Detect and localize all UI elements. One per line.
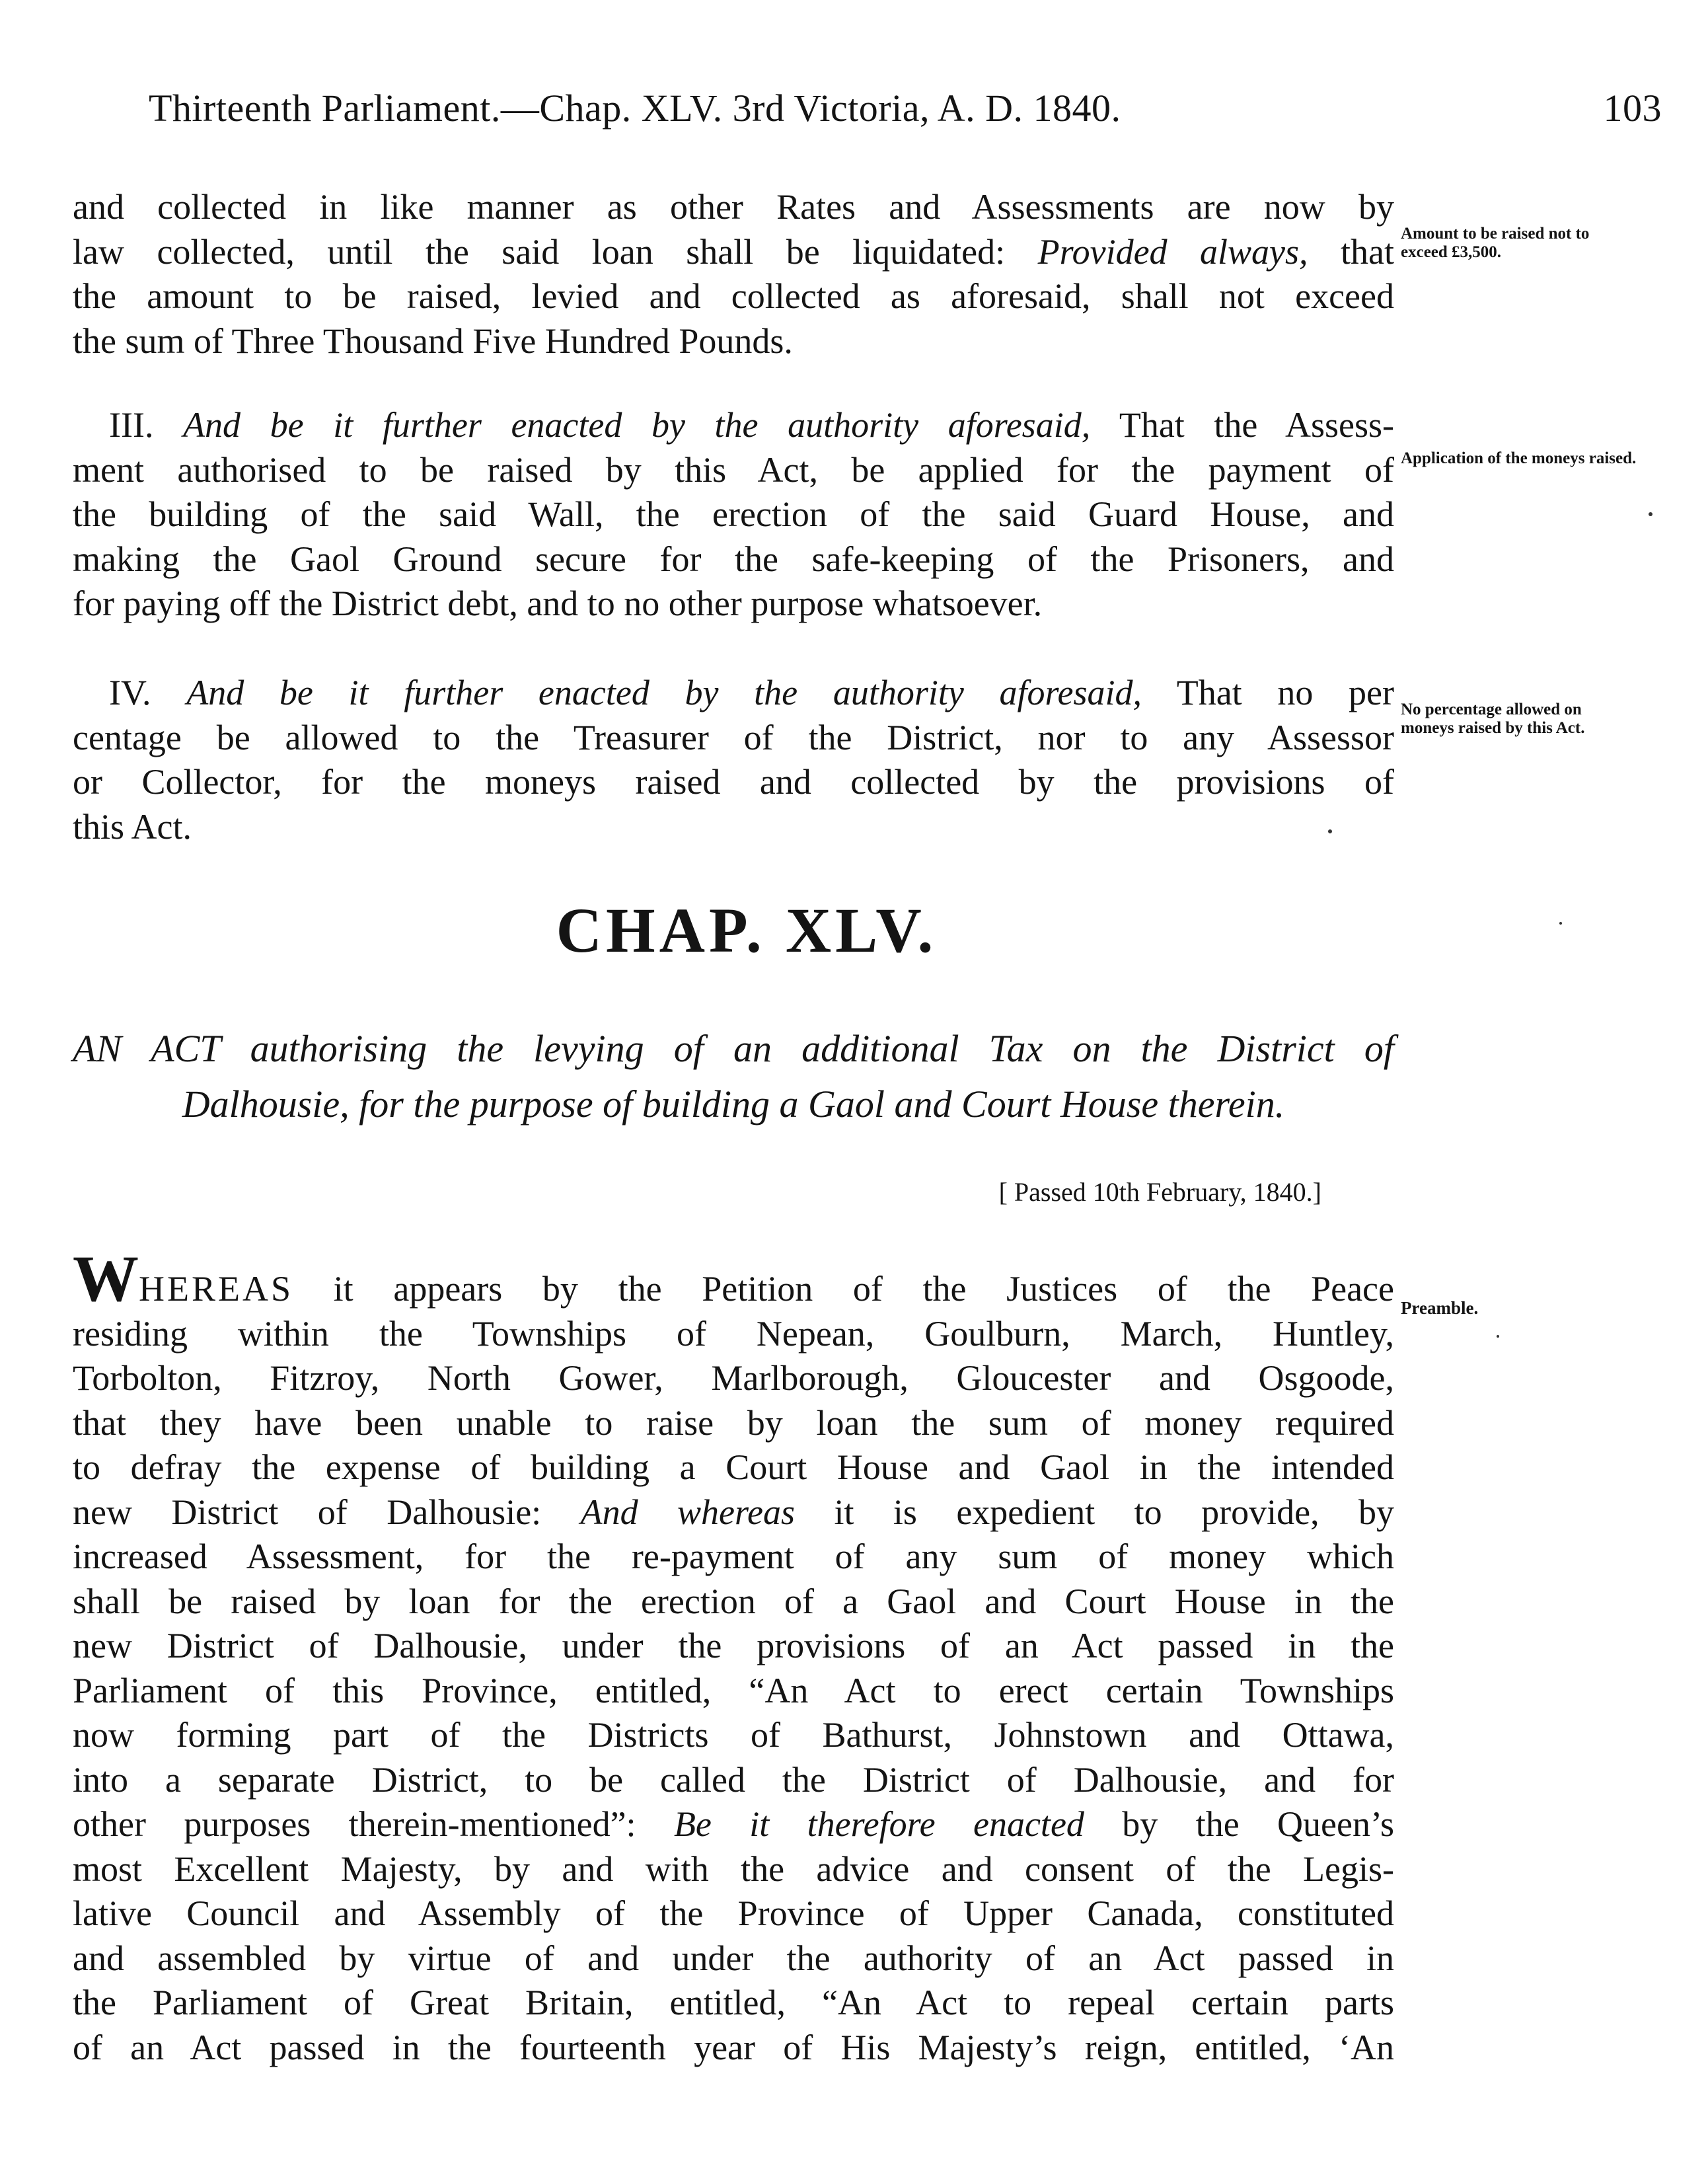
enacting-clause: And be it further enacted by the authority aforesaid, <box>186 673 1142 712</box>
text-line <box>73 230 1394 275</box>
text-line: that they have been unable to raise by loan the sum of money required <box>73 1402 1394 1443</box>
text-line: the Parliament of Great Britain, entitled, “An Act to repeal certain parts <box>73 1983 1394 2022</box>
marginal-note-amount: Amount to be raised not to exceed £3,500. <box>1401 225 1590 261</box>
act-title-line: Dalhousie, for the purpose of building a Gaol and Court House therein. <box>182 1083 1285 1126</box>
text-segment: it is expedient to provide, by <box>795 1492 1394 1532</box>
text-segment: law collected, until the said loan shall be liquidated: <box>73 231 1006 272</box>
print-speck <box>1649 512 1652 516</box>
text-line: this Act. <box>73 806 192 847</box>
text-line: shall be raised by loan for the erection of a Gaol and Court House in the <box>73 1581 1394 1621</box>
running-title: Thirteenth Parliament.—Chap. XLV. 3rd Victoria, A. D. 1840. <box>149 87 1121 130</box>
text-segment: by the Queen’s <box>1084 1804 1394 1844</box>
preamble <box>73 1242 1394 2070</box>
text-line: ment authorised to be raised by this Act, be applied for the payment of <box>73 449 1394 490</box>
text-segment: new District of Dalhousie: <box>73 1492 581 1532</box>
text-line: the amount to be raised, levied and collected as aforesaid, shall not exceed <box>73 276 1394 316</box>
section-ii-end <box>73 185 1394 363</box>
text-line: increased Assessment, for the re-payment of any sum of money which <box>73 1537 1394 1576</box>
text-segment: that <box>1308 231 1395 272</box>
passed-date: [ Passed 10th February, 1840.] <box>998 1177 1321 1207</box>
page-number: 103 <box>1603 87 1662 130</box>
text-line: making the Gaol Ground secure for the safe-keeping of the Prisoners, and <box>73 539 1394 579</box>
text-line: centage be allowed to the Treasurer of the District, nor to any Assessor <box>73 717 1394 757</box>
section-number: IV. <box>109 673 151 712</box>
text-segment: it appears by the Petition of the Justices of the Peace <box>293 1269 1394 1309</box>
section-iii <box>73 403 1394 627</box>
text-segment: That the Assess- <box>1090 405 1394 445</box>
text-line <box>73 403 1394 448</box>
text-line: to defray the expense of building a Court House and Gaol in the intended <box>73 1447 1394 1487</box>
proviso-italic: Provided always, <box>1037 231 1308 272</box>
text-line: and assembled by virtue of and under the authority of an Act passed in <box>73 1938 1394 1978</box>
act-title <box>73 1021 1394 1132</box>
marginal-note-application: Application of the moneys raised. <box>1401 449 1637 467</box>
section-iv <box>73 671 1394 849</box>
text-line <box>73 1242 1394 1315</box>
chapter-title: CHAP. XLV. <box>556 895 938 966</box>
text-line: and collected in like manner as other Rates and Assessments are now by <box>73 187 1394 227</box>
text-line: Parliament of this Province, entitled, “An Act to erect certain Townships <box>73 1670 1394 1710</box>
marginal-note-preamble: Preamble. <box>1401 1298 1479 1318</box>
print-speck <box>1328 829 1332 833</box>
text-segment: other purposes therein-mentioned”: <box>73 1804 674 1844</box>
text-line: or Collector, for the moneys raised and collected by the provisions of <box>73 762 1394 802</box>
text-line <box>73 1490 1394 1535</box>
text-line: lative Council and Assembly of the Province of Upper Canada, constituted <box>73 1893 1394 1933</box>
text-line: the sum of Three Thousand Five Hundred Pounds. <box>73 321 793 361</box>
drop-cap: W <box>73 1242 139 1315</box>
section-number: III. <box>109 405 154 445</box>
first-word: HEREAS <box>139 1269 294 1309</box>
print-speck <box>1497 1335 1499 1338</box>
text-line: of an Act passed in the fourteenth year of His Majesty’s reign, entitled, ‘An <box>73 2027 1394 2067</box>
enacted-italic: Be it therefore enacted <box>673 1804 1084 1844</box>
text-line <box>73 671 1394 716</box>
whereas-italic: And whereas <box>580 1492 796 1532</box>
text-line: into a separate District, to be called the District of Dalhousie, and for <box>73 1759 1394 1800</box>
enacting-clause: And be it further enacted by the authority aforesaid, <box>183 405 1091 445</box>
print-speck <box>1559 922 1562 925</box>
text-line: the building of the said Wall, the erection of the said Guard House, and <box>73 494 1394 534</box>
marginal-note-percentage: No percentage allowed on moneys raised by this Act. <box>1401 701 1585 737</box>
text-line: residing within the Townships of Nepean, Goulburn, March, Huntley, <box>73 1313 1394 1354</box>
text-line <box>73 1802 1394 1847</box>
text-line: most Excellent Majesty, by and with the advice and consent of the Legis- <box>73 1849 1394 1889</box>
act-title-line: AN ACT authorising the levying of an additional Tax on the District of <box>73 1027 1394 1070</box>
text-line: new District of Dalhousie, under the provisions of an Act passed in the <box>73 1626 1394 1665</box>
text-segment: That no per <box>1142 673 1395 712</box>
text-line: Torbolton, Fitzroy, North Gower, Marlborough, Gloucester and Osgoode, <box>73 1358 1394 1398</box>
text-line: now forming part of the Districts of Bathurst, Johnstown and Ottawa, <box>73 1715 1394 1755</box>
text-line: for paying off the District debt, and to no other purpose whatsoever. <box>73 584 1043 623</box>
